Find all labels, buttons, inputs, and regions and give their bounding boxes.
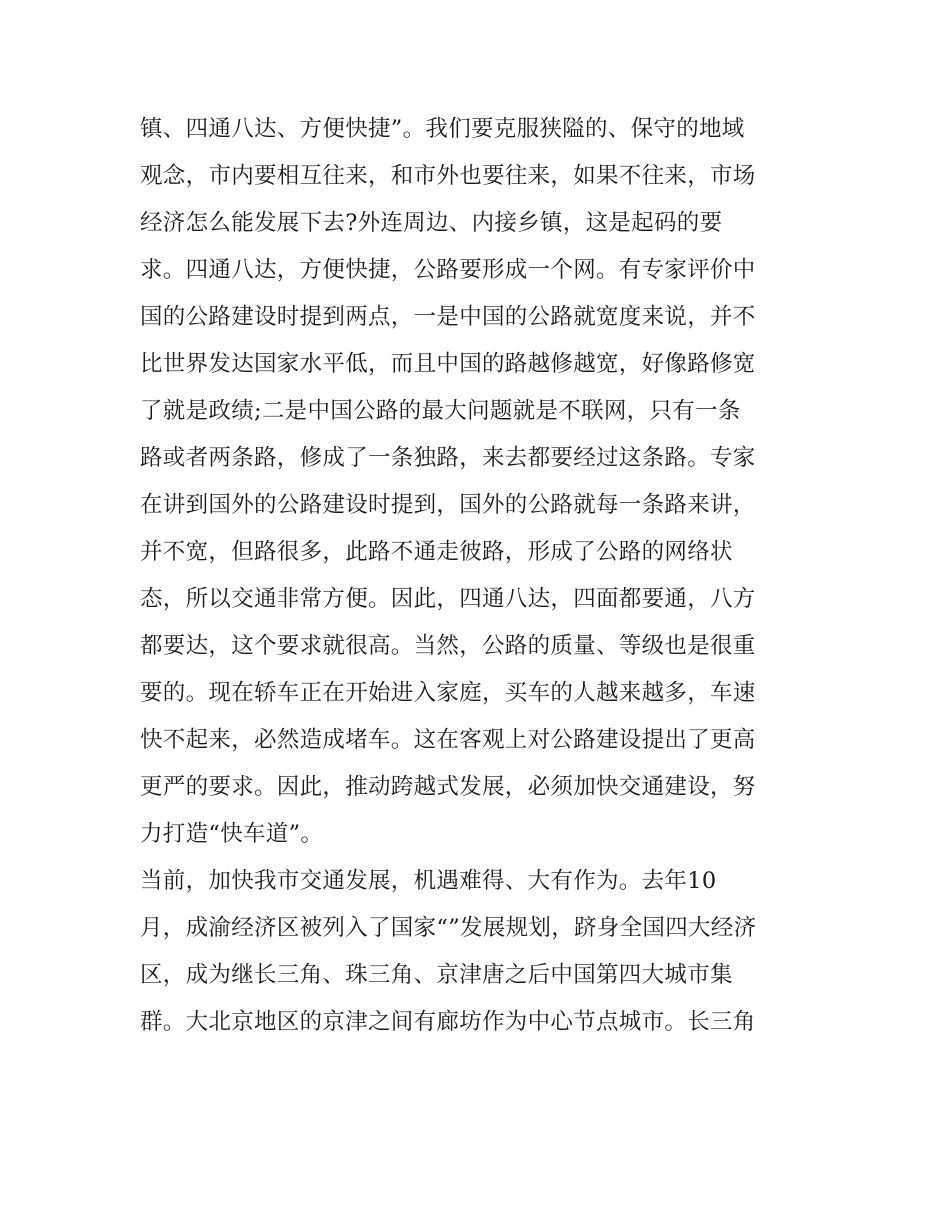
- text-line: 在讲到国外的公路建设时提到，国外的公路就每一条路来讲，: [140, 492, 756, 518]
- text-line: 求。四通八达，方便快捷，公路要形成一个网。有专家评价中: [140, 257, 756, 283]
- text-line: 群。大北京地区的京津之间有廊坊作为中心节点城市。长三角: [140, 1009, 756, 1035]
- text-line: 路或者两条路，修成了一条独路，来去都要经过这条路。专家: [140, 445, 756, 471]
- text-line: 国的公路建设时提到两点，一是中国的公路就宽度来说，并不: [140, 304, 756, 330]
- text-line: 镇、四通八达、方便快捷”。我们要克服狭隘的、保守的地域: [140, 116, 745, 142]
- text-line: 了就是政绩;二是中国公路的最大问题就是不联网，只有一条: [140, 398, 741, 424]
- text-line: 更严的要求。因此，推动跨越式发展，必须加快交通建设，努: [140, 774, 756, 800]
- text-line: 力打造“快车道”。: [140, 821, 324, 847]
- text-line: 都要达，这个要求就很高。当然，公路的质量、等级也是很重: [140, 633, 756, 659]
- body-text: [140, 106, 820, 1046]
- text-line: 区，成为继长三角、珠三角、京津唐之后中国第四大城市集: [140, 962, 733, 988]
- text-line: 当前，加快我市交通发展，机遇难得、大有作为。去年10: [140, 868, 717, 894]
- text-line: 并不宽，但路很多，此路不通走彼路，形成了公路的网络状: [140, 539, 733, 565]
- text-line: 快不起来，必然造成堵车。这在客观上对公路建设提出了更高: [140, 727, 756, 753]
- text-line: 要的。现在轿车正在开始进入家庭，买车的人越来越多，车速: [140, 680, 756, 706]
- text-line: 观念，市内要相互往来，和市外也要往来，如果不往来，市场: [140, 163, 756, 189]
- text-line: 月，成渝经济区被列入了国家“”发展规划，跻身全国四大经济: [140, 915, 757, 941]
- text-line: 比世界发达国家水平低，而且中国的路越修越宽，好像路修宽: [140, 351, 756, 377]
- text-line: 经济怎么能发展下去?外连周边、内接乡镇，这是起码的要: [140, 210, 723, 236]
- text-line: 态，所以交通非常方便。因此，四通八达，四面都要通，八方: [140, 586, 756, 612]
